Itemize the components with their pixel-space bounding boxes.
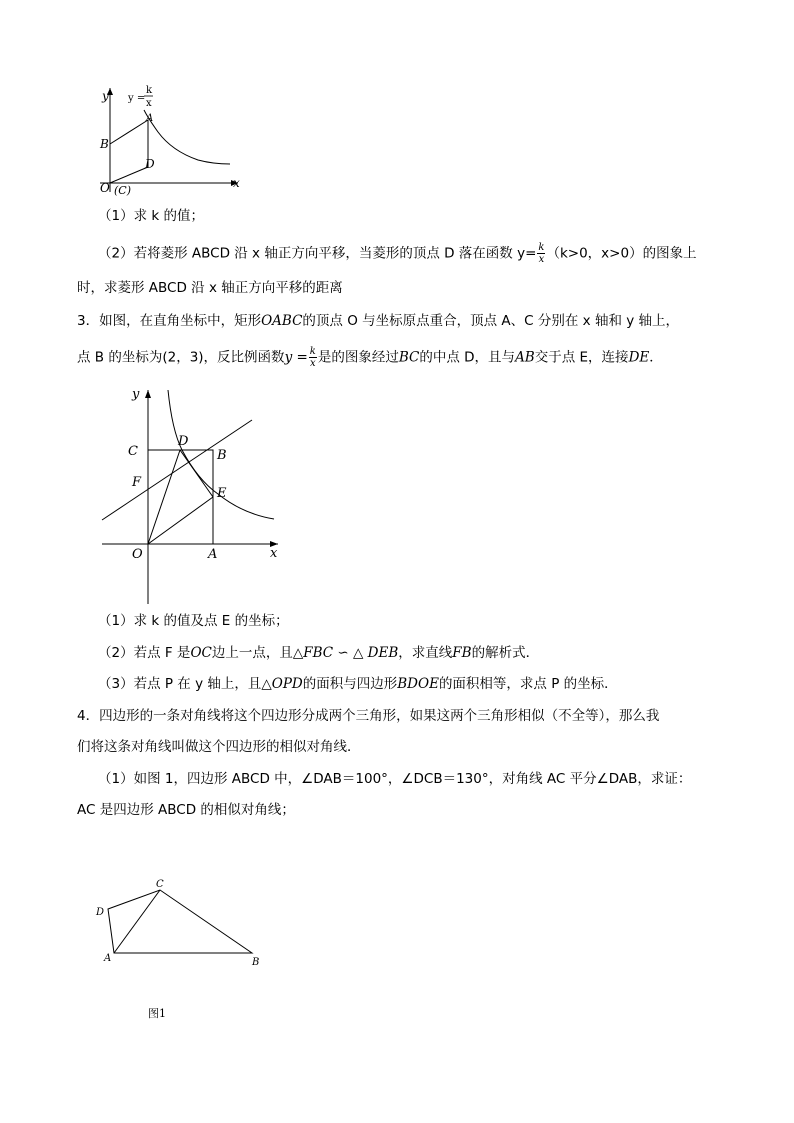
p3-text: 的中点 D，且与 xyxy=(419,349,516,366)
p3-text: （2）若点 F 是 xyxy=(98,645,191,661)
p3-math-similar: FBC ∽ △ DEB xyxy=(303,645,399,661)
p3-math-oabc: OABC xyxy=(261,313,303,329)
p3-fraction xyxy=(309,346,317,369)
p3-text: （3）若点 P 在 y 轴上，且△ xyxy=(98,676,272,692)
p3-math-bdoe: BDOE xyxy=(397,676,439,692)
x-axis-label: x xyxy=(233,176,240,190)
p3-statement-line1 xyxy=(77,311,679,331)
p3-math-de: DE xyxy=(628,349,650,366)
figure-rectangle-hyperbola xyxy=(98,380,288,608)
p3-text: 的解析式． xyxy=(471,645,540,661)
p4-statement-line1: 4．四边形的一条对角线将这个四边形分成两个三角形，如果这两个三角形相似（不全等），那么我 xyxy=(77,708,660,724)
p2-question-2-line2: 时，求菱形 ABCD 沿 x 轴正方向平移的距离 xyxy=(77,280,343,296)
p3-statement-line2 xyxy=(77,346,663,369)
point-c-label: C xyxy=(128,444,138,459)
p3-question-3 xyxy=(98,674,618,694)
y-axis-arrow xyxy=(145,390,151,398)
point-d-label: D xyxy=(96,907,105,918)
point-a-label: A xyxy=(208,547,218,562)
p3-math-oc: OC xyxy=(190,645,212,661)
p3-text: 3．如图，在直角坐标中，矩形 xyxy=(77,313,262,329)
p3-text: 是的图象经过 xyxy=(317,349,399,366)
point-c-label: (C) xyxy=(114,184,131,197)
segment-od xyxy=(148,450,180,544)
p3-text: ，求直线 xyxy=(398,645,453,661)
p3-text: ． xyxy=(649,349,663,366)
p3-text: 边上一点，且△ xyxy=(211,645,304,661)
fraction-numerator: k xyxy=(309,346,316,357)
p3-math-opd: OPD xyxy=(271,676,303,692)
point-o-label: O xyxy=(132,547,143,562)
p2-q2-text-a: （2）若将菱形 ABCD 沿 x 轴正方向平移，当菱形的顶点 D 落在函数 y= xyxy=(98,245,537,262)
point-d-label: D xyxy=(145,157,155,171)
p3-text: 的面积与四边形 xyxy=(302,676,398,692)
point-b-label: B xyxy=(100,137,109,151)
point-d-label: D xyxy=(178,434,189,449)
point-e-label: E xyxy=(217,486,227,501)
p3-text: 交于点 E，连接 xyxy=(534,349,629,366)
rectangle-oabc xyxy=(148,450,213,544)
line-fb xyxy=(102,420,252,520)
figure-quadrilateral-abcd xyxy=(90,878,270,973)
fraction-denominator: x xyxy=(310,358,316,369)
p3-question-2 xyxy=(98,643,539,663)
point-b-label: B xyxy=(252,957,260,968)
fraction-denominator: x xyxy=(538,254,545,265)
x-axis-label: x xyxy=(270,546,278,561)
p2-question-2-line1 xyxy=(98,242,697,265)
p3-text: 点 B 的坐标为(2，3)，反比例函数 xyxy=(77,349,285,366)
y-axis-label: y xyxy=(102,89,109,103)
hyperbola-curve xyxy=(144,110,230,164)
curve-label-lhs: y = xyxy=(128,93,146,104)
point-f-label: F xyxy=(132,475,142,490)
point-b-label: B xyxy=(217,448,227,463)
rhombus-abcd xyxy=(110,120,148,183)
fraction-numerator: k xyxy=(538,242,545,253)
p3-math-bc: BC xyxy=(398,349,420,366)
quadrilateral-abcd xyxy=(108,890,252,953)
p2-q2-text-b: （k>0，x>0）的图象上 xyxy=(546,245,697,262)
figure-rhombus-hyperbola xyxy=(88,80,248,200)
y-axis-label: y xyxy=(132,387,140,402)
p2-q2-fraction xyxy=(537,242,545,265)
curve-label-den: x xyxy=(146,98,152,109)
p4-question-1-line2: AC 是四边形 ABCD 的相似对角线； xyxy=(77,802,295,818)
curve-label-num: k xyxy=(146,85,153,96)
figure-1-caption: 图1 xyxy=(148,1007,166,1020)
diagonal-ac xyxy=(114,890,160,953)
p3-math-ab: AB xyxy=(515,349,535,366)
p3-math-fb: FB xyxy=(452,645,472,661)
point-a-label: A xyxy=(146,113,154,124)
p3-text: 的顶点 O 与坐标原点重合，顶点 A、C 分别在 x 轴和 y 轴上， xyxy=(302,313,680,329)
p3-question-1: （1）求 k 的值及点 E 的坐标； xyxy=(98,613,289,629)
p3-math-y: y = xyxy=(284,349,308,366)
p4-statement-line2: 们将这条对角线叫做这个四边形的相似对角线． xyxy=(77,739,361,755)
point-c-label: C xyxy=(156,879,164,890)
point-o-label: O xyxy=(100,181,110,195)
p3-text: 的面积相等，求点 P 的坐标． xyxy=(438,676,618,692)
p4-question-1-line1: （1）如图 1，四边形 ABCD 中，∠DAB＝100°，∠DCB＝130°，对角线 AC 平分∠DAB，求证： xyxy=(98,771,692,787)
point-a-label: A xyxy=(104,953,112,964)
p2-question-1: （1）求 k 的值； xyxy=(98,208,204,224)
segment-oe xyxy=(148,497,213,544)
